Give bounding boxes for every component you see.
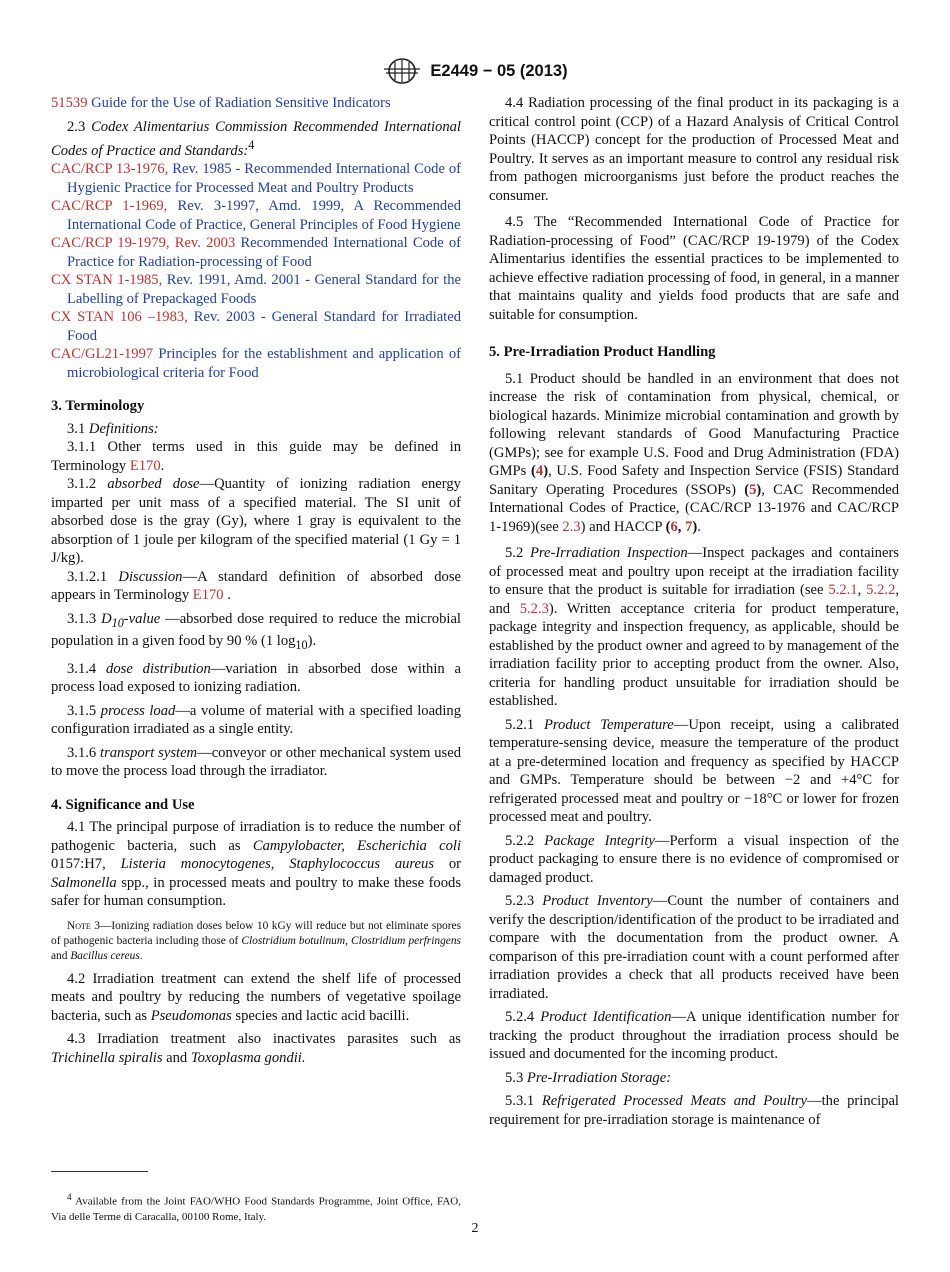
definition-text: —variation in absorbed dose within a process load exposed to ionizing radiation. [51, 660, 462, 696]
note-text: and [51, 949, 68, 962]
paragraph-text: or [448, 856, 462, 873]
defined-term: dose distribution [106, 660, 211, 677]
reference-link[interactable]: 4 [535, 463, 544, 479]
reference-title-link[interactable]: Principles for the establishment and application of microbiological criteria for Food [67, 346, 461, 381]
document-id: E2449 − 05 (2013) [430, 61, 568, 80]
section-4-4 [489, 94, 899, 205]
paragraph-text: —Upon receipt, using a calibrated temperature-sensing device, measure the temperature of the product at a pre-determined location and frequency as specified by HACCP and GMPs. Temperature should be between −2 and +4°C for refrigerated processed meat and poultry or −18°C or lower for frozen processed meat and poultry. [489, 716, 900, 825]
section-4-5 [489, 213, 899, 324]
section-number: 2.3 [67, 118, 86, 135]
codex-reference-list [51, 160, 461, 382]
defined-term [101, 610, 161, 630]
codex-reference [51, 197, 461, 234]
reference-title-link[interactable]: Rev. 3-1997, Amd. 1999, A Recommended International Code of Practice, General Principles of Food Hygiene [67, 198, 461, 233]
section-5-3-1 [489, 1092, 899, 1129]
defined-term: process load [100, 702, 176, 719]
paragraph-text: —Count the number of containers and verify the description/identification of the product to be irradiated and compare with the documentation from the product owner. A comparison of this pre-irradiation count with a count performed after irradiation provides a check that all products received have been irradiated. [489, 893, 899, 1002]
definition-text: —a volume of material with a specified loading configuration irradiated as a single entity. [51, 702, 461, 738]
section-number: 5.2.3 [505, 893, 535, 909]
codex-reference [51, 271, 461, 308]
term-subscript: 10 [111, 615, 124, 630]
term-part: -value [123, 610, 161, 627]
organism-name: Trichinella spiralis [51, 1049, 163, 1066]
section-title: Definitions: [88, 420, 159, 437]
paragraph-text: Radiation processing of the final product in its packaging is a critical control point (CCP) of a Hazard Analysis of Critical Control Points (HACCP) concept for the production of Processed Meat and Poultry. It serves as an important measure to control any residual risk from pathogen microorganisms just before the product reaches the consumer. [489, 95, 899, 204]
section-number: 3.1.2.1 [67, 568, 108, 585]
footnote-divider [51, 1171, 148, 1172]
section-number: 3.1.1 [67, 439, 97, 456]
organism-name: Bacillus cereus [70, 949, 140, 962]
defined-term: Package Integrity [544, 832, 655, 849]
section-4-3 [51, 1030, 461, 1067]
section-3-1-3 [51, 610, 461, 655]
section-3-heading: 3. Terminology [51, 398, 145, 415]
section-link[interactable]: 2.3 [562, 518, 581, 535]
organism-name: Pseudomonas [150, 1007, 232, 1024]
section-3-1-1 [51, 438, 461, 475]
paragraph-text: 0157:H7, [51, 856, 106, 873]
reference-link[interactable]: 6 [670, 518, 678, 535]
punctuation: . [697, 518, 701, 535]
section-number: 3.1.3 [67, 610, 97, 627]
section-5-1: 5.1 Product should be handled in an environment that does not increase the risk of contamination from physical, chemical, or biological hazards. Minimize microbial contamination and growth by following relevant standards of Good Manufacturing Practice (GMPs); see for example U.S. Food and Drug Administration (FDA) GMPs (4), U.S. Food Safety and Inspection Service (FSIS) Standard Sanitary Operating Procedures (SSOPs) (5), CAC Recommended International Codes of Practice, (CAC/RCP 13-1976 and CAC/RCP 1-1969)(see 2.3) and HACCP (6, 7). [489, 370, 899, 535]
section-2-3 [51, 118, 461, 161]
section-5-2-2 [489, 832, 899, 888]
section-5-2-4 [489, 1008, 899, 1064]
paragraph-text: spp., in processed meats and poultry to make these foods safer for human consumption. [51, 874, 462, 910]
paragraph-text: Irradiation treatment also inactivates parasites such as [97, 1031, 461, 1048]
section-5-2-3 [489, 892, 899, 1003]
defined-term: Pre-Irradiation Inspection [529, 545, 688, 561]
footnote-text: Available from the Joint FAO/WHO Food Standards Programme, Joint Office, FAO, Via delle Terme di Caracalla, 00100 Rome, Italy. [51, 1195, 461, 1223]
log-subscript: 10 [295, 638, 308, 653]
section-number: 4.2 [67, 970, 86, 987]
codex-reference [51, 234, 461, 271]
terminology-link[interactable]: E170 [129, 457, 161, 474]
reference-code-link[interactable]: CAC/RCP 19-1979, Rev. 2003 [51, 235, 236, 252]
defined-term: Product Identification [540, 1009, 672, 1025]
codex-reference [51, 308, 462, 345]
codex-reference [51, 160, 462, 197]
organism-name: Clostridium botulinum, Clostridium perfringens [241, 934, 461, 947]
reference-title-link[interactable]: Rev. 1991, Amd. 2001 - General Standard for the Labelling of Prepackaged Foods [67, 272, 461, 307]
paragraph-text: ). Written acceptance criteria for product temperature, package integrity and inspection frequency, as applicable, should be established by the product owner and agreed to by management of the irradiation facility prior to accepting product from the owner. Also, criteria for handling product unsuitable for irradiation should be established. [489, 600, 899, 709]
note-3 [51, 919, 461, 964]
paragraph-text: Irradiation treatment can extend the shelf life of processed meats and poultry by reducing the numbers of vegetative spoilage bacteria, such as [51, 970, 462, 1024]
note-text: —Ionizing radiation doses below 10 kGy will reduce but not eliminate spores of pathogenic bacteria including those of [51, 919, 461, 947]
reference-code-link[interactable]: CX STAN 1-1985, [51, 272, 163, 289]
definition-text: —absorbed dose required to reduce the microbial population in a given food by 90 % (1 log [51, 610, 461, 650]
section-number: 3.1.2 [67, 476, 97, 493]
reference-title-link[interactable]: Rev. 2003 - General Standard for Irradiated Food [67, 309, 462, 344]
defined-term: Discussion [118, 568, 183, 585]
footnote-marker[interactable]: 4 [248, 138, 255, 152]
paragraph-text: Product should be handled in an environment that does not increase the risk of contamination from physical, chemical, or biological hazards. Minimize microbial contamination and growth by following relevant standards of Good Manufacturing Practice (GMPs); see for example U.S. Food and Drug Administration (FDA) GMPs [489, 370, 899, 479]
reference-title-link[interactable]: Recommended International Code of Practice for Radiation-processing of Food [67, 235, 461, 270]
paragraph-text: The “Recommended International Code of Practice for Radiation-processing of Food” (CAC/RCP 19-1979) of the Codex Alimentarius identifies the essential practices to be implemented to achieve effective radiation processing of food, in general, in a manner that maintains quality and yields food products that are safe and suitable for consumption. [489, 214, 900, 323]
punctuation: . [139, 949, 143, 962]
section-5-heading: 5. Pre-Irradiation Product Handling [489, 344, 716, 360]
organism-name: Listeria monocytogenes, Staphylococcus aureus [120, 856, 435, 873]
section-number: 5.2.1 [505, 716, 535, 733]
defined-term: transport system [100, 744, 198, 761]
section-number: 3.1.6 [67, 744, 97, 761]
section-number: 5.3.1 [505, 1093, 535, 1109]
punctuation: . [223, 587, 231, 604]
section-number: 4.4 [505, 95, 524, 111]
organism-name: Campylobacter, Escherichia coli [252, 837, 461, 854]
reference-title-link[interactable]: Guide for the Use of Radiation Sensitive Indicators [91, 95, 391, 111]
defined-term: Refrigerated Processed Meats and Poultry [541, 1093, 808, 1109]
defined-term: absorbed dose [107, 476, 200, 493]
section-link[interactable]: 5.2.3 [519, 600, 549, 617]
terminology-link[interactable]: E170 [192, 587, 224, 604]
paragraph-text: ) and HACCP [580, 518, 662, 535]
section-number: 3.1.4 [67, 660, 97, 677]
section-number: 5.1 [505, 370, 524, 387]
section-number: 4.3 [67, 1031, 86, 1048]
reference-code-link[interactable]: CAC/RCP 1-1969, [51, 198, 168, 215]
note-label: Note 3 [67, 919, 100, 932]
section-title: Pre-Irradiation Storage: [526, 1069, 672, 1086]
section-number: 4.5 [505, 214, 524, 230]
paragraph-text: —A unique identification number for tracking the product throughout the irradiation process should be issued and documented for the incoming product. [489, 1009, 900, 1062]
section-number: 5.2.4 [505, 1009, 535, 1025]
organism-name: Toxoplasma gondii. [190, 1049, 306, 1066]
paragraph-text: Other terms used in this guide may be defined in Terminology [51, 439, 461, 474]
section-number: 4.1 [67, 819, 86, 836]
term-part: D [101, 610, 112, 627]
section-3-1-5 [51, 702, 461, 739]
reference-51539 [51, 94, 461, 113]
section-3-1 [51, 420, 461, 439]
section-number: 5.2 [505, 545, 524, 561]
page-header [0, 58, 950, 84]
section-3-1-2 [51, 475, 461, 568]
section-3-1-4 [51, 660, 461, 697]
paragraph-text: and [166, 1049, 188, 1066]
definition-text: ). [307, 633, 317, 650]
paragraph-text: —the principal requirement for pre-irradiation storage is maintenance of [489, 1093, 899, 1128]
reference-title-link[interactable]: Rev. 1985 - Recommended International Code of Hygienic Practice for Processed Meat and Poultry Products [67, 161, 462, 196]
section-5-3 [489, 1069, 899, 1088]
reference-link[interactable]: 5 [749, 481, 757, 498]
section-4-heading: 4. Significance and Use [51, 796, 195, 813]
footnote-4 [51, 1190, 461, 1225]
organism-name: Salmonella [51, 874, 117, 891]
astm-logo-icon [382, 58, 422, 84]
reference-code-link[interactable]: CX STAN 106 –1983, [51, 309, 188, 326]
punctuation: . [160, 457, 165, 474]
section-3-1-2-1 [51, 568, 461, 605]
left-column [51, 94, 461, 1067]
section-link[interactable]: 5.2.1 [828, 582, 858, 598]
codex-reference [51, 345, 461, 382]
defined-term: Product Temperature [544, 716, 674, 733]
section-5-2-1 [489, 716, 899, 827]
paragraph-text: —Perform a visual inspection of the product packaging to ensure there is no evidence of compromised or damaged product. [489, 832, 900, 886]
page-number: 2 [471, 1221, 479, 1236]
section-link[interactable]: 5.2.2 [866, 582, 896, 598]
section-number: 5.3 [505, 1069, 524, 1086]
section-5-2: 5.2 Pre-Irradiation Inspection—Inspect packages and containers of processed meat and poultry upon receipt at the irradiation facility to ensure that the product is suitable for irradiation (see 5.2.1, 5.2.2, and 5.2.3). Written acceptance criteria for product temperature, package integrity and inspection frequency, as applicable, should be established by the product owner and agreed to by management of the irradiation facility prior to accepting product from the owner. Also, criteria for handling product unsuitable for irradiation should be established. [489, 545, 900, 709]
reference-code-link[interactable]: 51539 [51, 95, 88, 111]
section-4-2 [51, 970, 461, 1026]
definition-text: —A standard definition of absorbed dose appears in Terminology [51, 568, 461, 604]
defined-term: Product Inventory [542, 893, 653, 909]
reference-link[interactable]: 7 [685, 518, 693, 535]
section-number: 3.1 [67, 420, 86, 437]
definition-text: —conveyor or other mechanical system used to move the process load through the irradiator. [51, 744, 461, 780]
paragraph-text: , U.S. Food Safety and Inspection Service (FSIS) Standard Sanitary Operating Procedures (SSOPs) [489, 463, 899, 498]
section-number: 3.1.5 [67, 702, 97, 719]
section-title: Codex Alimentarius Commission Recommended International Codes of Practice and Standards: [51, 118, 461, 159]
paragraph-text: The principal purpose of irradiation is to reduce the number of pathogenic bacteria, such as [51, 819, 461, 854]
right-column [489, 94, 899, 1129]
section-3-1-6 [51, 744, 461, 781]
footnote-marker: 4 [67, 1192, 72, 1202]
paragraph-text: , CAC Recommended International Codes of Practice, (CAC/RCP 13-1976 and CAC/RCP 1-1969)(see [489, 481, 899, 535]
reference-code-link[interactable]: CAC/GL21-1997 [51, 346, 154, 363]
section-number: 5.2.2 [505, 832, 535, 849]
section-4-1 [51, 818, 461, 911]
definition-text: —Quantity of ionizing radiation energy imparted per unit mass of a specified material. The SI unit of absorbed dose is the gray (Gy), where 1 gray is equivalent to the absorption of 1 joule per kilogram of the specified material (1 Gy = 1 J/kg). [51, 476, 461, 567]
paragraph-text: —Inspect packages and containers of processed meat and poultry upon receipt at the irradiation facility to ensure that the product is suitable for irradiation (see [489, 545, 899, 598]
reference-code-link[interactable]: CAC/RCP 13-1976, [51, 161, 169, 178]
paragraph-text: species and lactic acid bacilli. [235, 1007, 410, 1024]
